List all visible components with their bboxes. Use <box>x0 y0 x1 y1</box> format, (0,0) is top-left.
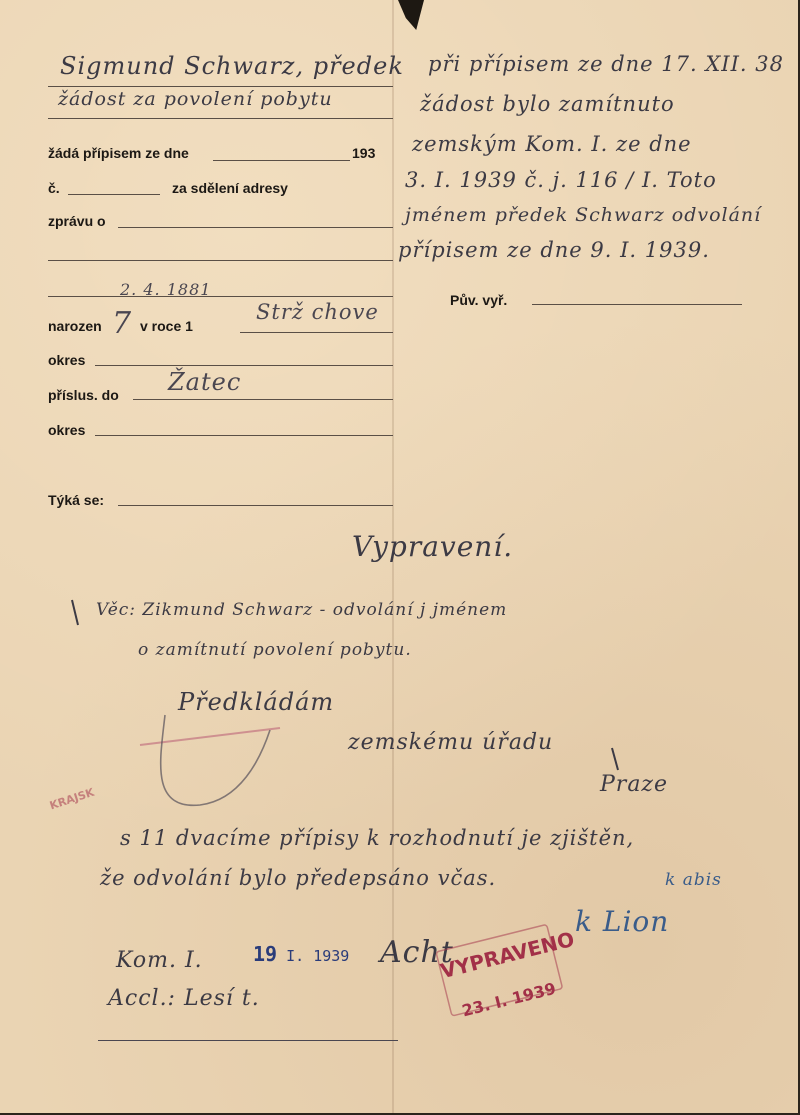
hw-accl: Accl.: Lesí t. <box>108 986 260 1011</box>
label-zada: žádá přípisem ze dne <box>48 145 189 161</box>
hw-kom: Kom. I. <box>116 948 203 973</box>
label-puv: Pův. vyř. <box>450 292 508 308</box>
hw-line-ze: že odvolání bylo předepsáno včas. <box>100 866 497 890</box>
label-tyka: Týká se: <box>48 492 105 508</box>
pencil-loop <box>161 715 270 805</box>
date-stamp-rest: I. 1939 <box>286 947 350 965</box>
hw-signature: Acht <box>380 935 454 970</box>
hw-right-3: zemským Kom. I. ze dne <box>412 132 692 156</box>
hw-vypraveni: Vypravení. <box>352 530 514 563</box>
hw-vec-2: o zamítnutí povolení pobytu. <box>138 640 412 660</box>
hw-line-s: s 11 dvacíme přípisy k rozhodnutí je zjištěn, <box>120 826 635 850</box>
red-pencil-stroke <box>140 728 280 745</box>
hw-narozen-mark: 7 <box>112 306 133 341</box>
hw-right-6: přípisem ze dne 9. I. 1939. <box>398 238 710 262</box>
hw-right-5: jménem předek Schwarz odvolání <box>405 204 762 226</box>
vypraveno-date: 23. I. 1939 <box>460 978 558 1021</box>
hw-right-4: 3. I. 1939 č. j. 116 / I. Toto <box>405 168 717 192</box>
label-zpravu: zprávu o <box>48 213 106 229</box>
faded-stamp: KRAJSK <box>48 785 96 813</box>
label-okres-1: okres <box>48 352 86 368</box>
vec-mark <box>72 600 78 625</box>
label-year: 193 <box>352 145 376 161</box>
hw-zemske: zemskému úřadu <box>348 730 554 755</box>
hw-birth-date: 2. 4. 1881 <box>120 280 212 299</box>
hw-blue-signature: k Lion <box>575 905 670 938</box>
label-c: č. <box>48 180 60 196</box>
label-adresy: za sdělení adresy <box>172 180 288 196</box>
hw-predkladam: Předkládám <box>178 688 335 716</box>
accent-mark <box>612 748 618 770</box>
hw-right-2: žádost bylo zamítnuto <box>420 92 675 116</box>
hw-line-name: Sigmund Schwarz, předek <box>60 52 404 80</box>
hw-praze: Praze <box>600 772 669 797</box>
date-stamp-day: 19 <box>253 942 278 966</box>
hw-blue-abis: k abis <box>665 870 722 890</box>
hw-line-zadost: žádost za povolení pobytu <box>58 88 333 110</box>
hw-okres-value: Žatec <box>168 368 242 396</box>
hw-right-1: při přípisem ze dne 17. XII. 38 <box>428 52 784 76</box>
label-okres-2: okres <box>48 422 86 438</box>
hw-vec-1: Věc: Zikmund Schwarz - odvolání j jménem <box>96 600 508 620</box>
vypraveno-stamp: VYPRAVENO <box>438 926 577 984</box>
hw-birth-place: Strž chove <box>256 300 379 324</box>
label-prislus: příslus. do <box>48 387 119 403</box>
label-v-roce: v roce 1 <box>140 318 193 334</box>
label-narozen: narozen <box>48 318 102 334</box>
vypraveno-frame <box>436 924 563 1016</box>
